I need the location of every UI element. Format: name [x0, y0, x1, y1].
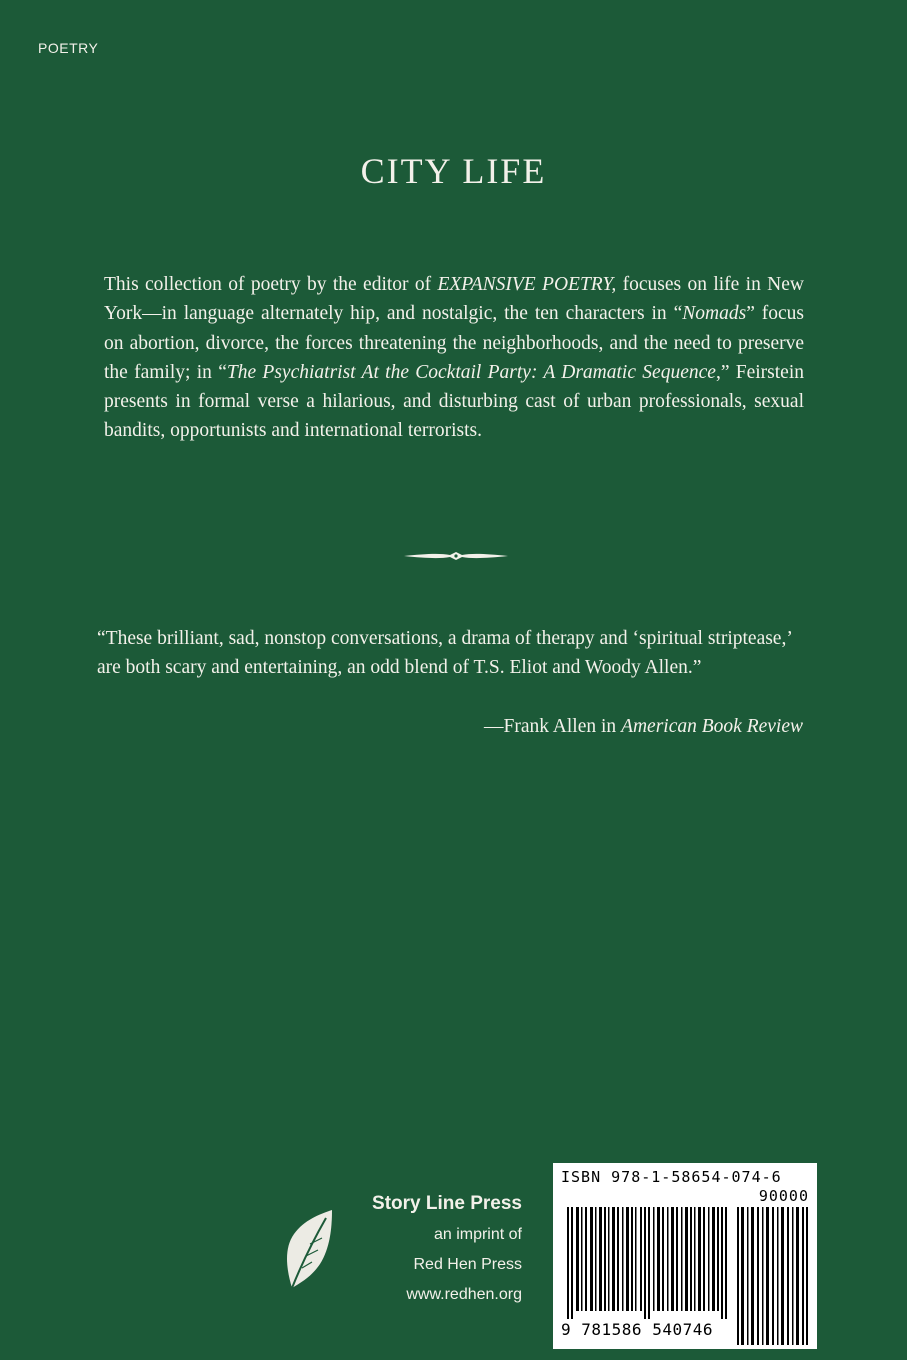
- quote-attribution: [484, 712, 803, 741]
- leaf-logo-icon: [282, 1208, 334, 1290]
- category-label: POETRY: [38, 40, 99, 56]
- publisher-parent: Red Hen Press: [413, 1256, 522, 1273]
- publisher-name: Story Line Press: [372, 1193, 522, 1214]
- price-code: 90000: [758, 1187, 809, 1205]
- book-title: CITY LIFE: [360, 151, 547, 191]
- publisher-imprint-line: an imprint of: [433, 1226, 522, 1243]
- attribution-author: —Frank Allen in: [484, 716, 622, 737]
- barcode-bars-icon: [567, 1207, 727, 1319]
- blurb-book-title-1: EXPANSIVE POETRY,: [437, 274, 617, 295]
- publisher-website[interactable]: www.redhen.org: [406, 1286, 522, 1303]
- attribution-source: American Book Review: [621, 716, 803, 737]
- isbn-number: ISBN 978-1-58654-074-6: [561, 1168, 782, 1186]
- blurb-text-2: focuses on life in New York—in language alternately hip, and nostalgic, the ten characters in “: [104, 274, 804, 325]
- blurb-book-title-2: Nomads: [682, 303, 747, 325]
- barcode-digits: 9 781586 540746: [561, 1320, 713, 1339]
- ornament-divider-icon: [404, 548, 508, 564]
- blurb-text-3: ” focus on abortion, divorce, the forces threatening the neighborhoods, and the need to preserve the family; in “: [104, 303, 804, 383]
- book-description: [104, 270, 804, 446]
- barcode: [553, 1163, 817, 1349]
- blurb-text-4: ,” Feirstein presents in formal verse a hilarious, and disturbing cast of urban professionals, sexual bandits, opportunists and international terrorists.: [104, 361, 805, 442]
- price-barcode-bars-icon: [737, 1207, 809, 1345]
- review-quote: “These brilliant, sad, nonstop conversations, a drama of therapy and ‘spiritual striptease,’ are both scary and entertaining, an odd blend of T.S. Eliot and Woody Allen.”: [97, 628, 792, 679]
- blurb-text-1: This collection of poetry by the editor of: [104, 274, 438, 295]
- publisher-block: [372, 1188, 522, 1310]
- blurb-book-title-3: The Psychiatrist At the Cocktail Party: A Dramatic Sequence: [226, 361, 716, 383]
